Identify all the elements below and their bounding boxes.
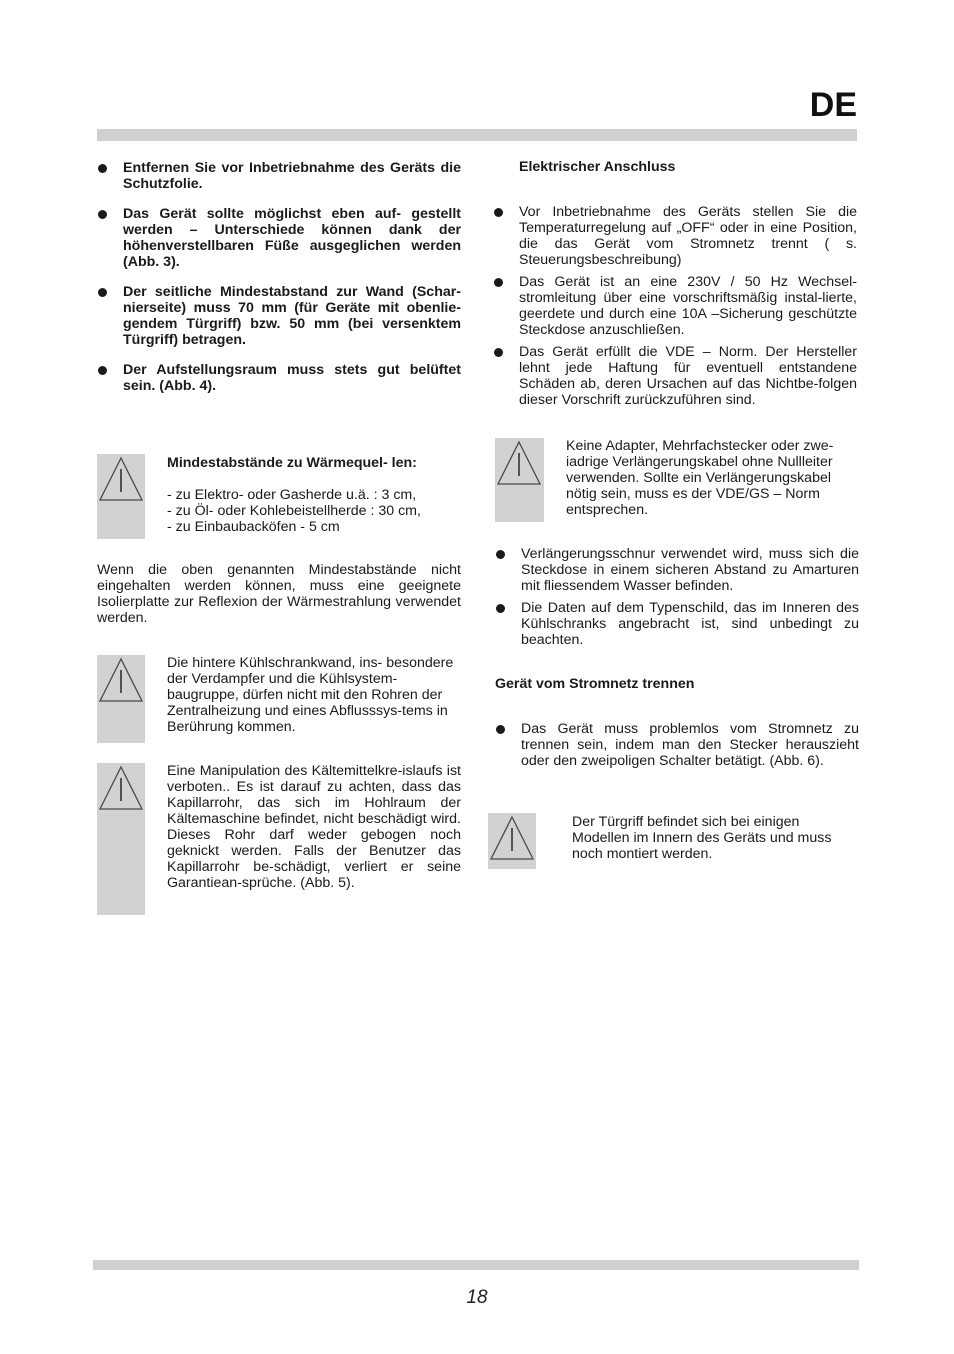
door-handle-note: Der Türgriff befindet sich bei einigen Modellen im Innern des Geräts und muss noch montiert werden.: [572, 814, 832, 862]
insulation-paragraph: Wenn die oben genannten Mindestabstände nicht eingehalten werden können, muss eine geeignete Isolierplatte zur Reflexion der Wärmestrahlung verwendet werden.: [97, 562, 461, 626]
warning-box: [97, 763, 145, 915]
warning-triangle-icon: [495, 438, 543, 488]
list-item: Das Gerät muss problemlos vom Stromnetz zu trennen sein, indem man den Stecker herauszieht oder den zweipoligen Schalter betätigt. (Abb. 6).: [495, 721, 859, 769]
heat-distances: [167, 487, 467, 535]
bottom-divider: [93, 1260, 859, 1270]
page-number: 18: [466, 1287, 488, 1308]
list-item: Verlängerungsschnur verwendet wird, muss sich die Steckdose in einem sicheren Abstand zu Amarturen mit fliessendem Wasser befinden.: [495, 546, 859, 594]
disconnect-bullets: [495, 721, 859, 769]
installation-bullets: [97, 160, 461, 394]
rear-wall-note: Die hintere Kühlschrankwand, ins- besondere der Verdampfer und die Kühlsystem-baugruppe, dürfen nicht mit den Rohren der Zentralheizung und eines Abflusssys-tems in Berührung kommen.: [167, 655, 454, 735]
warning-triangle-icon: [488, 813, 536, 863]
distance-line: - zu Öl- oder Kohlebeistellherde : 30 cm,: [167, 503, 421, 519]
refrigerant-note: Eine Manipulation des Kältemittelkre-islaufs ist verboten.. Es ist darauf zu achten, dass das Kapillarrohr, das sich im Hohlraum der Kältemaschine befindet, nicht beschädigt wird. Dieses Rohr darf weder gebogen noch geknickt werden. Falls der Benutzer das Kapillarrohr be-schädigt, verliert er seine Garantiean-sprüche. (Abb. 5).: [167, 763, 461, 891]
distance-line: - zu Einbaubacköfen - 5 cm: [167, 519, 340, 535]
list-item: Die Daten auf dem Typenschild, das im Inneren des Kühlschranks angebracht ist, sind unbedingt zu beachten.: [495, 600, 859, 648]
warning-box: [97, 454, 145, 539]
electrical-bullets: [493, 204, 857, 408]
list-item: Vor Inbetriebnahme des Geräts stellen Sie die Temperaturregelung auf „OFF“ oder in eine Position, die das Gerät vom Stromnetz trennt ( s. Steuerungsbeschreibung): [493, 204, 857, 268]
language-code: DE: [809, 86, 857, 124]
warning-triangle-icon: [97, 655, 145, 705]
warning-box: [97, 655, 145, 743]
top-divider: [97, 129, 857, 141]
adapter-note: Keine Adapter, Mehrfachstecker oder zwe-iadrige Verlängerungskabel ohne Nullleiter verwenden. Sollte ein Verlängerungskabel nötig sein, muss es der VDE/GS – Norm entsprechen.: [566, 438, 834, 518]
electrical-connection-heading: Elektrischer Anschluss: [519, 159, 676, 175]
list-item: Entfernen Sie vor Inbetriebnahme des Geräts die Schutzfolie.: [97, 160, 461, 192]
distance-line: - zu Elektro- oder Gasherde u.ä. : 3 cm,: [167, 487, 417, 503]
list-item: Das Gerät sollte möglichst eben auf- gestellt werden – Unterschiede können dank der höhenverstellbaren Füße ausgeglichen werden (Abb. 3).: [97, 206, 461, 270]
heat-source-heading: Mindestabstände zu Wärmequel- len:: [167, 455, 417, 471]
warning-triangle-icon: [97, 763, 145, 813]
list-item: Der seitliche Mindestabstand zur Wand (Schar-nierseite) muss 70 mm (für Geräte mit obenlie-gendem Türgriff) bzw. 50 mm (bei versenktem Türgriff) betragen.: [97, 284, 461, 348]
list-item: Das Gerät erfüllt die VDE – Norm. Der Hersteller lehnt jede Haftung für eventuell entstandene Schäden ab, deren Ursachen auf das Nichtbe-folgen dieser Vorschrift zurückzuführen sind.: [493, 344, 857, 408]
extension-bullets: [495, 546, 859, 648]
warning-triangle-icon: [97, 454, 145, 504]
list-item: Der Aufstellungsraum muss stets gut belüftet sein. (Abb. 4).: [97, 362, 461, 394]
warning-box: [488, 813, 536, 869]
list-item: Das Gerät ist an eine 230V / 50 Hz Wechsel-stromleitung über eine vorschriftsmäßig instal-lierte, geerdete und durch eine 10A –Sicherung geschützte Steckdose anzuschließen.: [493, 274, 857, 338]
disconnect-heading: Gerät vom Stromnetz trennen: [495, 676, 695, 692]
warning-box: [495, 438, 544, 522]
